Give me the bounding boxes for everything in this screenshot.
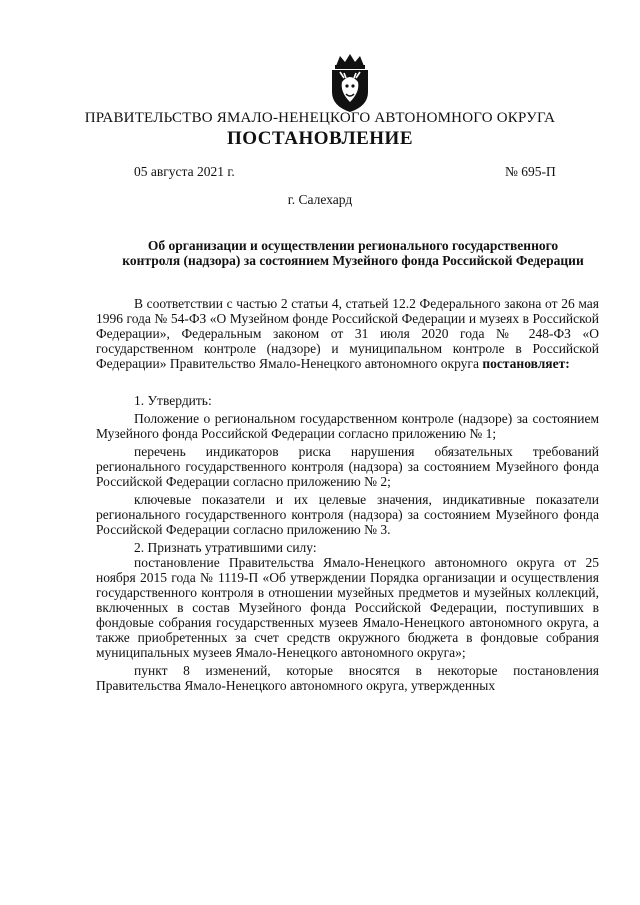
item-1-approve-risk-indicators: перечень индикаторов риска нарушения обязательных требований регионального государственного контроля (надзора) за состоянием Музейного фонда Российской Федерации согласно приложению № 2;: [96, 444, 599, 489]
document-date: 05 августа 2021 г.: [134, 164, 235, 179]
document-city: г. Салехард: [287, 192, 353, 207]
preamble-verb: постановляет:: [482, 356, 570, 371]
authority-name: ПРАВИТЕЛЬСТВО ЯМАЛО-НЕНЕЦКОГО АВТОНОМНОГО ОКРУГА: [84, 110, 556, 126]
title-line-1: Об организации и осуществлении регионального государственного: [147, 238, 559, 253]
document-type: ПОСТАНОВЛЕНИЕ: [226, 128, 414, 149]
document-title: [96, 238, 610, 268]
item-2-repeal-resolution: постановление Правительства Ямало-Ненецкого автономного округа от 25 ноября 2015 года № 1119-П «Об утверждении Порядка организации и осуществления государственного контроля в отношении музейных предметов и музейных коллекций, включенных в состав Музейного фонда Российской Федерации, поступивших в фондовые собрания государственных музеев Ямало-Ненецкого автономного округа, а также приобретенных за счет средств окружного бюджета в фондовые собрания муниципальных музеев Ямало-Ненецкого автономного округа»;: [96, 555, 599, 660]
preamble-paragraph: [96, 296, 599, 371]
item-1-approve-regulation: Положение о региональном государственном контроле (надзоре) за состоянием Музейного фонда Российской Федерации согласно приложению № 1;: [96, 411, 599, 441]
coat-of-arms-emblem: [322, 52, 378, 114]
preamble-text: В соответствии с частью 2 статьи 4, статьей 12.2 Федерального закона от 26 мая 1996 года № 54-ФЗ «О Музейном фонде Российской Федерации и музеях в Российской Федерации», Федеральным законом от 31 июля 2020 года № 248-ФЗ «О государственном контроле (надзоре) и муниципальном контроле в Российской Федерации» Правительство Ямало-Ненецкого автономного округа: [96, 296, 599, 371]
item-1-heading: 1. Утвердить:: [134, 393, 212, 408]
title-line-2: контроля (надзора) за состоянием Музейного фонда Российской Федерации: [122, 253, 584, 268]
item-2-repeal-clause: пункт 8 изменений, которые вносятся в некоторые постановления Правительства Ямало-Ненецкого автономного округа, утвержденных: [96, 663, 599, 693]
item-1-approve-key-indicators: ключевые показатели и их целевые значения, индикативные показатели регионального государственного контроля (надзора) за состоянием Музейного фонда Российской Федерации согласно приложению № 3.: [96, 492, 599, 537]
preamble: [96, 296, 599, 371]
document-body: [96, 393, 599, 693]
document-number: № 695-П: [505, 164, 556, 179]
item-2-heading: 2. Признать утратившими силу:: [134, 540, 317, 555]
